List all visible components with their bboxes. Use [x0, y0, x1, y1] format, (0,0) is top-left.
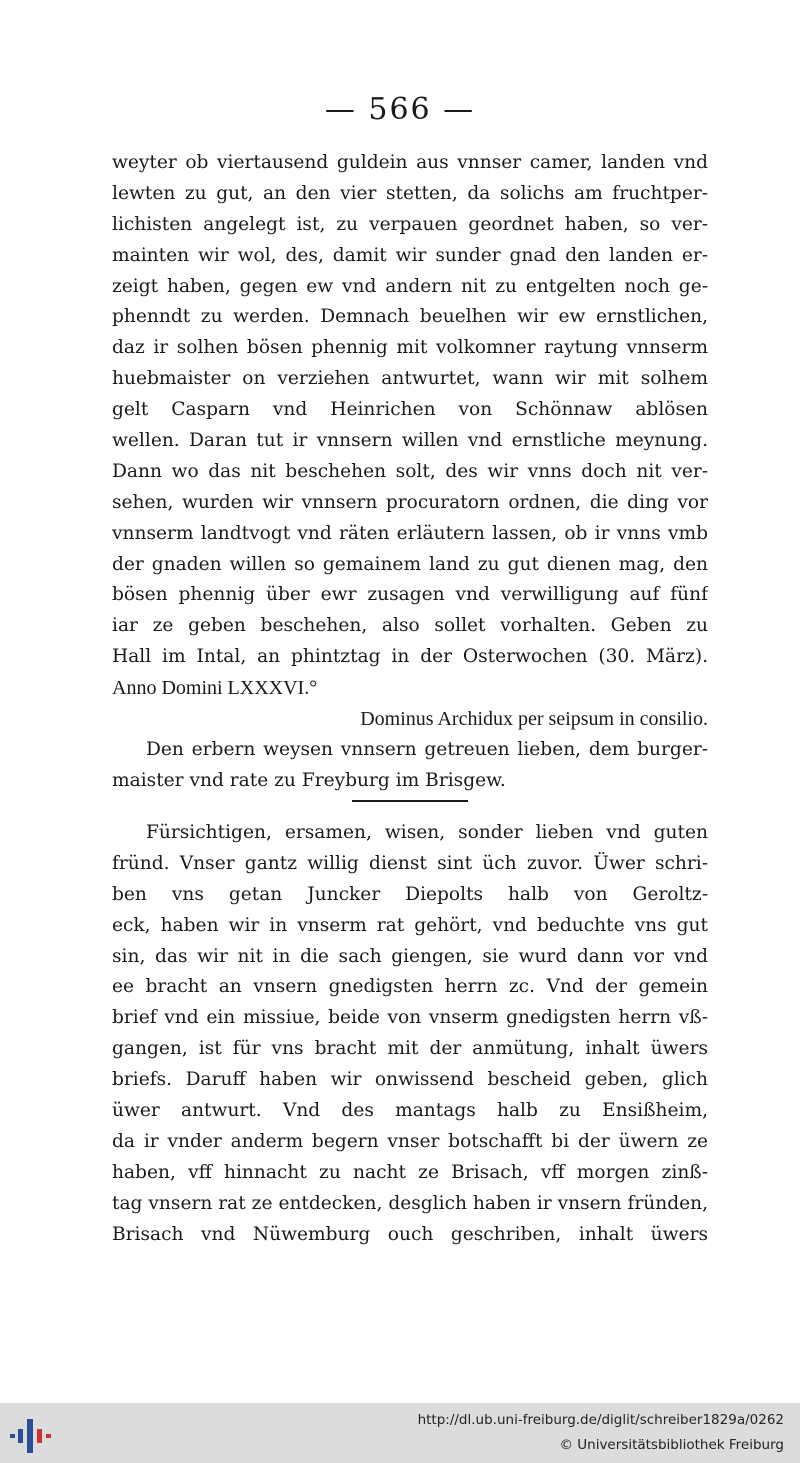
text-line: der gnaden willen so gemainem land zu gut dienen mag, den — [112, 553, 708, 575]
section-divider — [352, 800, 468, 802]
text-line: tag vnsern rat ze entdecken, desglich haben ir vnsern fründen, — [112, 1192, 708, 1214]
text-line: gelt Casparn vnd Heinrichen von Schönnaw ablösen — [112, 399, 708, 421]
text-line: mainten wir wol, des, damit wir sunder gnad den landen er- — [112, 244, 708, 266]
text-line: ee bracht an vnsern gnedigsten herrn zc. Vnd der gemein — [112, 976, 708, 998]
text-line: fründ. Vnser gantz willig dienst sint üch zuvor. Üwer schri- — [112, 852, 708, 874]
text-line: Brisach vnd Nüwemburg ouch geschriben, inhalt üwers — [112, 1223, 708, 1245]
letter-paragraph-2 — [112, 818, 708, 1250]
text-line: üwer antwurt. Vnd des mantags halb zu Ensißheim, — [112, 1100, 708, 1122]
text-line: Dann wo das nit beschehen solt, des wir vnns doch nit ver- — [112, 460, 708, 482]
text-line: wellen. Daran tut ir vnnsern willen vnd ernstliche meynung. — [112, 430, 708, 452]
address-line: Den erbern weysen vnnsern getreuen lieben, dem burger- — [146, 738, 708, 760]
letter-paragraph-1 — [112, 148, 708, 797]
text-line: lichisten angelegt ist, zu verpauen geordnet haben, so ver- — [112, 213, 708, 235]
text-line: brief vnd ein missiue, beide von vnserm gnedigsten herrn vß- — [112, 1007, 708, 1029]
text-line: vnnserm landtvogt vnd räten erläutern lassen, ob ir vnns vmb — [112, 522, 708, 544]
source-url-link[interactable]: http://dl.ub.uni-freiburg.de/diglit/schreiber1829a/0262 — [417, 1412, 784, 1428]
text-line: Hall im Intal, an phintztag in der Osterwochen (30. März). — [112, 646, 708, 668]
text-line: bösen phennig über ewr zusagen vnd verwilligung auf fünf — [112, 584, 708, 606]
footer-bar — [0, 1403, 800, 1463]
text-line: ben vns getan Juncker Diepolts halb von Geroltz- — [112, 883, 708, 905]
text-line: lewten zu gut, an den vier stetten, da solichs am fruchtper- — [112, 182, 708, 204]
text-line: eck, haben wir in vnserm rat gehört, vnd beduchte vns gut — [112, 914, 708, 936]
library-logo-icon — [10, 1417, 52, 1453]
text-line: haben, vff hinnacht zu nacht ze Brisach, vff morgen zinß- — [112, 1161, 708, 1183]
text-line: sehen, wurden wir vnnsern procuratorn ordnen, die ding vor — [112, 491, 708, 513]
text-line: daz ir solhen bösen phennig mit volkomner raytung vnnserm — [112, 337, 708, 359]
text-line: phenndt zu werden. Demnach beuelhen wir ew ernstlichen, — [112, 306, 708, 328]
text-line: briefs. Daruff haben wir onwissend bescheid geben, glich — [112, 1069, 708, 1091]
text-line: iar ze geben beschehen, also sollet vorhalten. Geben zu — [112, 615, 708, 637]
text-line: huebmaister on verziehen antwurtet, wann wir mit solhem — [112, 368, 708, 390]
text-line: weyter ob viertausend guldein aus vnnser camer, landen vnd — [112, 152, 708, 173]
text-line: sin, das wir nit in die sach giengen, sie wurd dann vor vnd — [112, 945, 708, 967]
address-line: maister vnd rate zu Freyburg im Brisgew. — [112, 769, 506, 791]
copyright-text: © Universitätsbibliothek Freiburg — [559, 1437, 784, 1453]
text-line: da ir vnder anderm begern vnser botschafft bi der üwern ze — [112, 1130, 708, 1152]
text-line-date: Anno Domini LXXXVI.° — [112, 677, 318, 700]
page-number: — 566 — — [324, 92, 476, 127]
text-line: Fürsichtigen, ersamen, wisen, sonder lieben vnd guten — [146, 822, 708, 843]
text-line: gangen, ist für vns bracht mit der anmütung, inhalt üwers — [112, 1038, 708, 1060]
signature-line: Dominus Archidux per seipsum in consilio. — [360, 708, 708, 731]
text-line: zeigt haben, gegen ew vnd andern nit zu entgelten noch ge- — [112, 275, 708, 297]
